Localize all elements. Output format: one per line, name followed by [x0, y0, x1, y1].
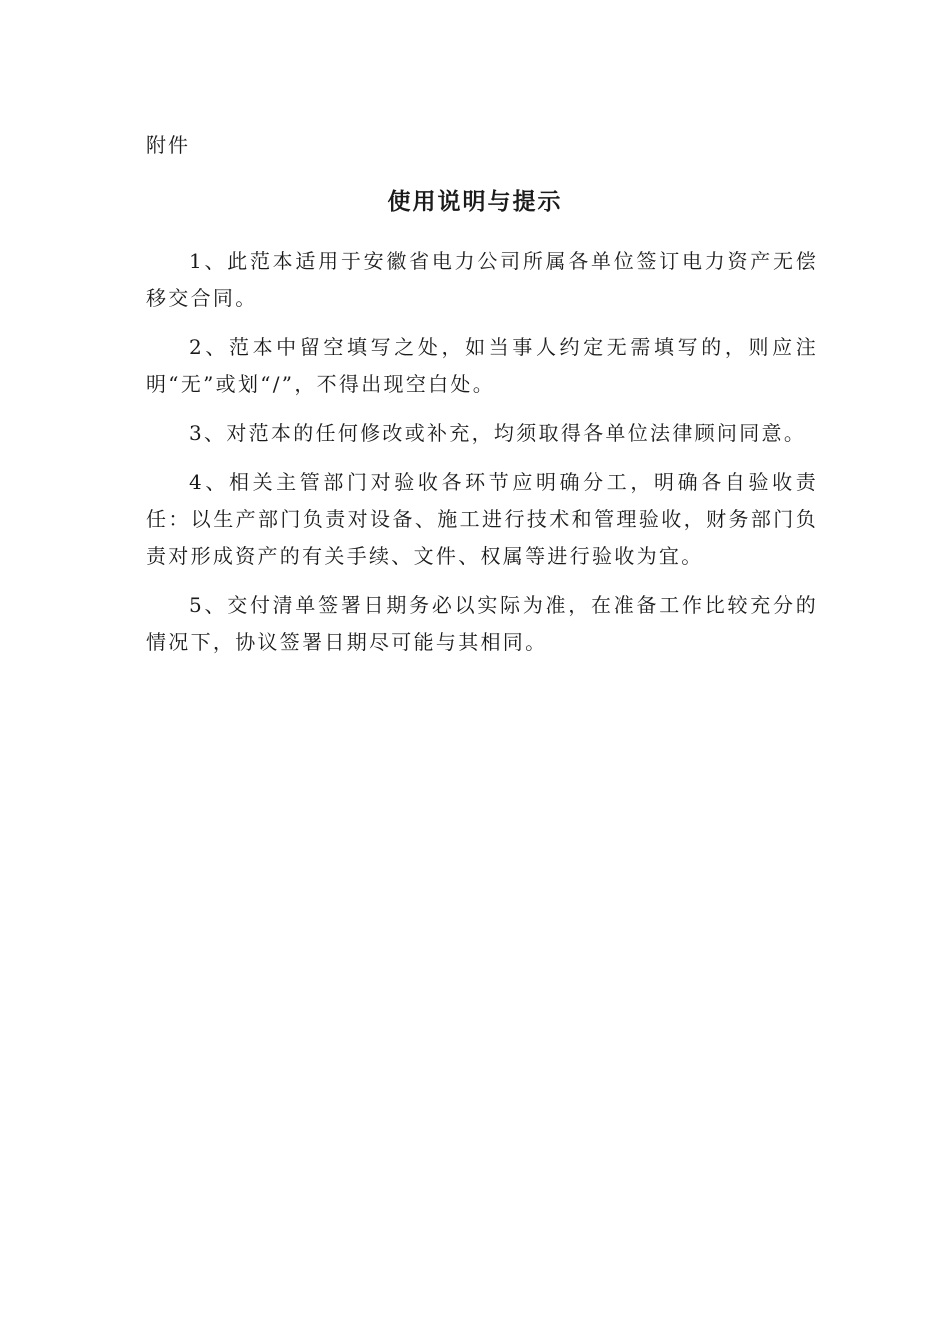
- document-body: [146, 243, 818, 673]
- paragraph-2: 2、范本中留空填写之处，如当事人约定无需填写的，则应注明“无”或划“/”，不得出现空白处。: [146, 335, 818, 396]
- paragraph-3: 3、对范本的任何修改或补充，均须取得各单位法律顾问同意。: [189, 421, 807, 445]
- paragraph-1: 1、此范本适用于安徽省电力公司所属各单位签订电力资产无偿移交合同。: [146, 249, 818, 310]
- paragraph-4: 4、相关主管部门对验收各环节应明确分工，明确各自验收责任：以生产部门负责对设备、施工进行技术和管理验收，财务部门负责对形成资产的有关手续、文件、权属等进行验收为宜。: [146, 470, 818, 568]
- attachment-label: 附件: [146, 133, 190, 157]
- document-title: 使用说明与提示: [387, 188, 563, 215]
- paragraph-5: 5、交付清单签署日期务必以实际为准，在准备工作比较充分的情况下，协议签署日期尽可能与其相同。: [146, 593, 818, 654]
